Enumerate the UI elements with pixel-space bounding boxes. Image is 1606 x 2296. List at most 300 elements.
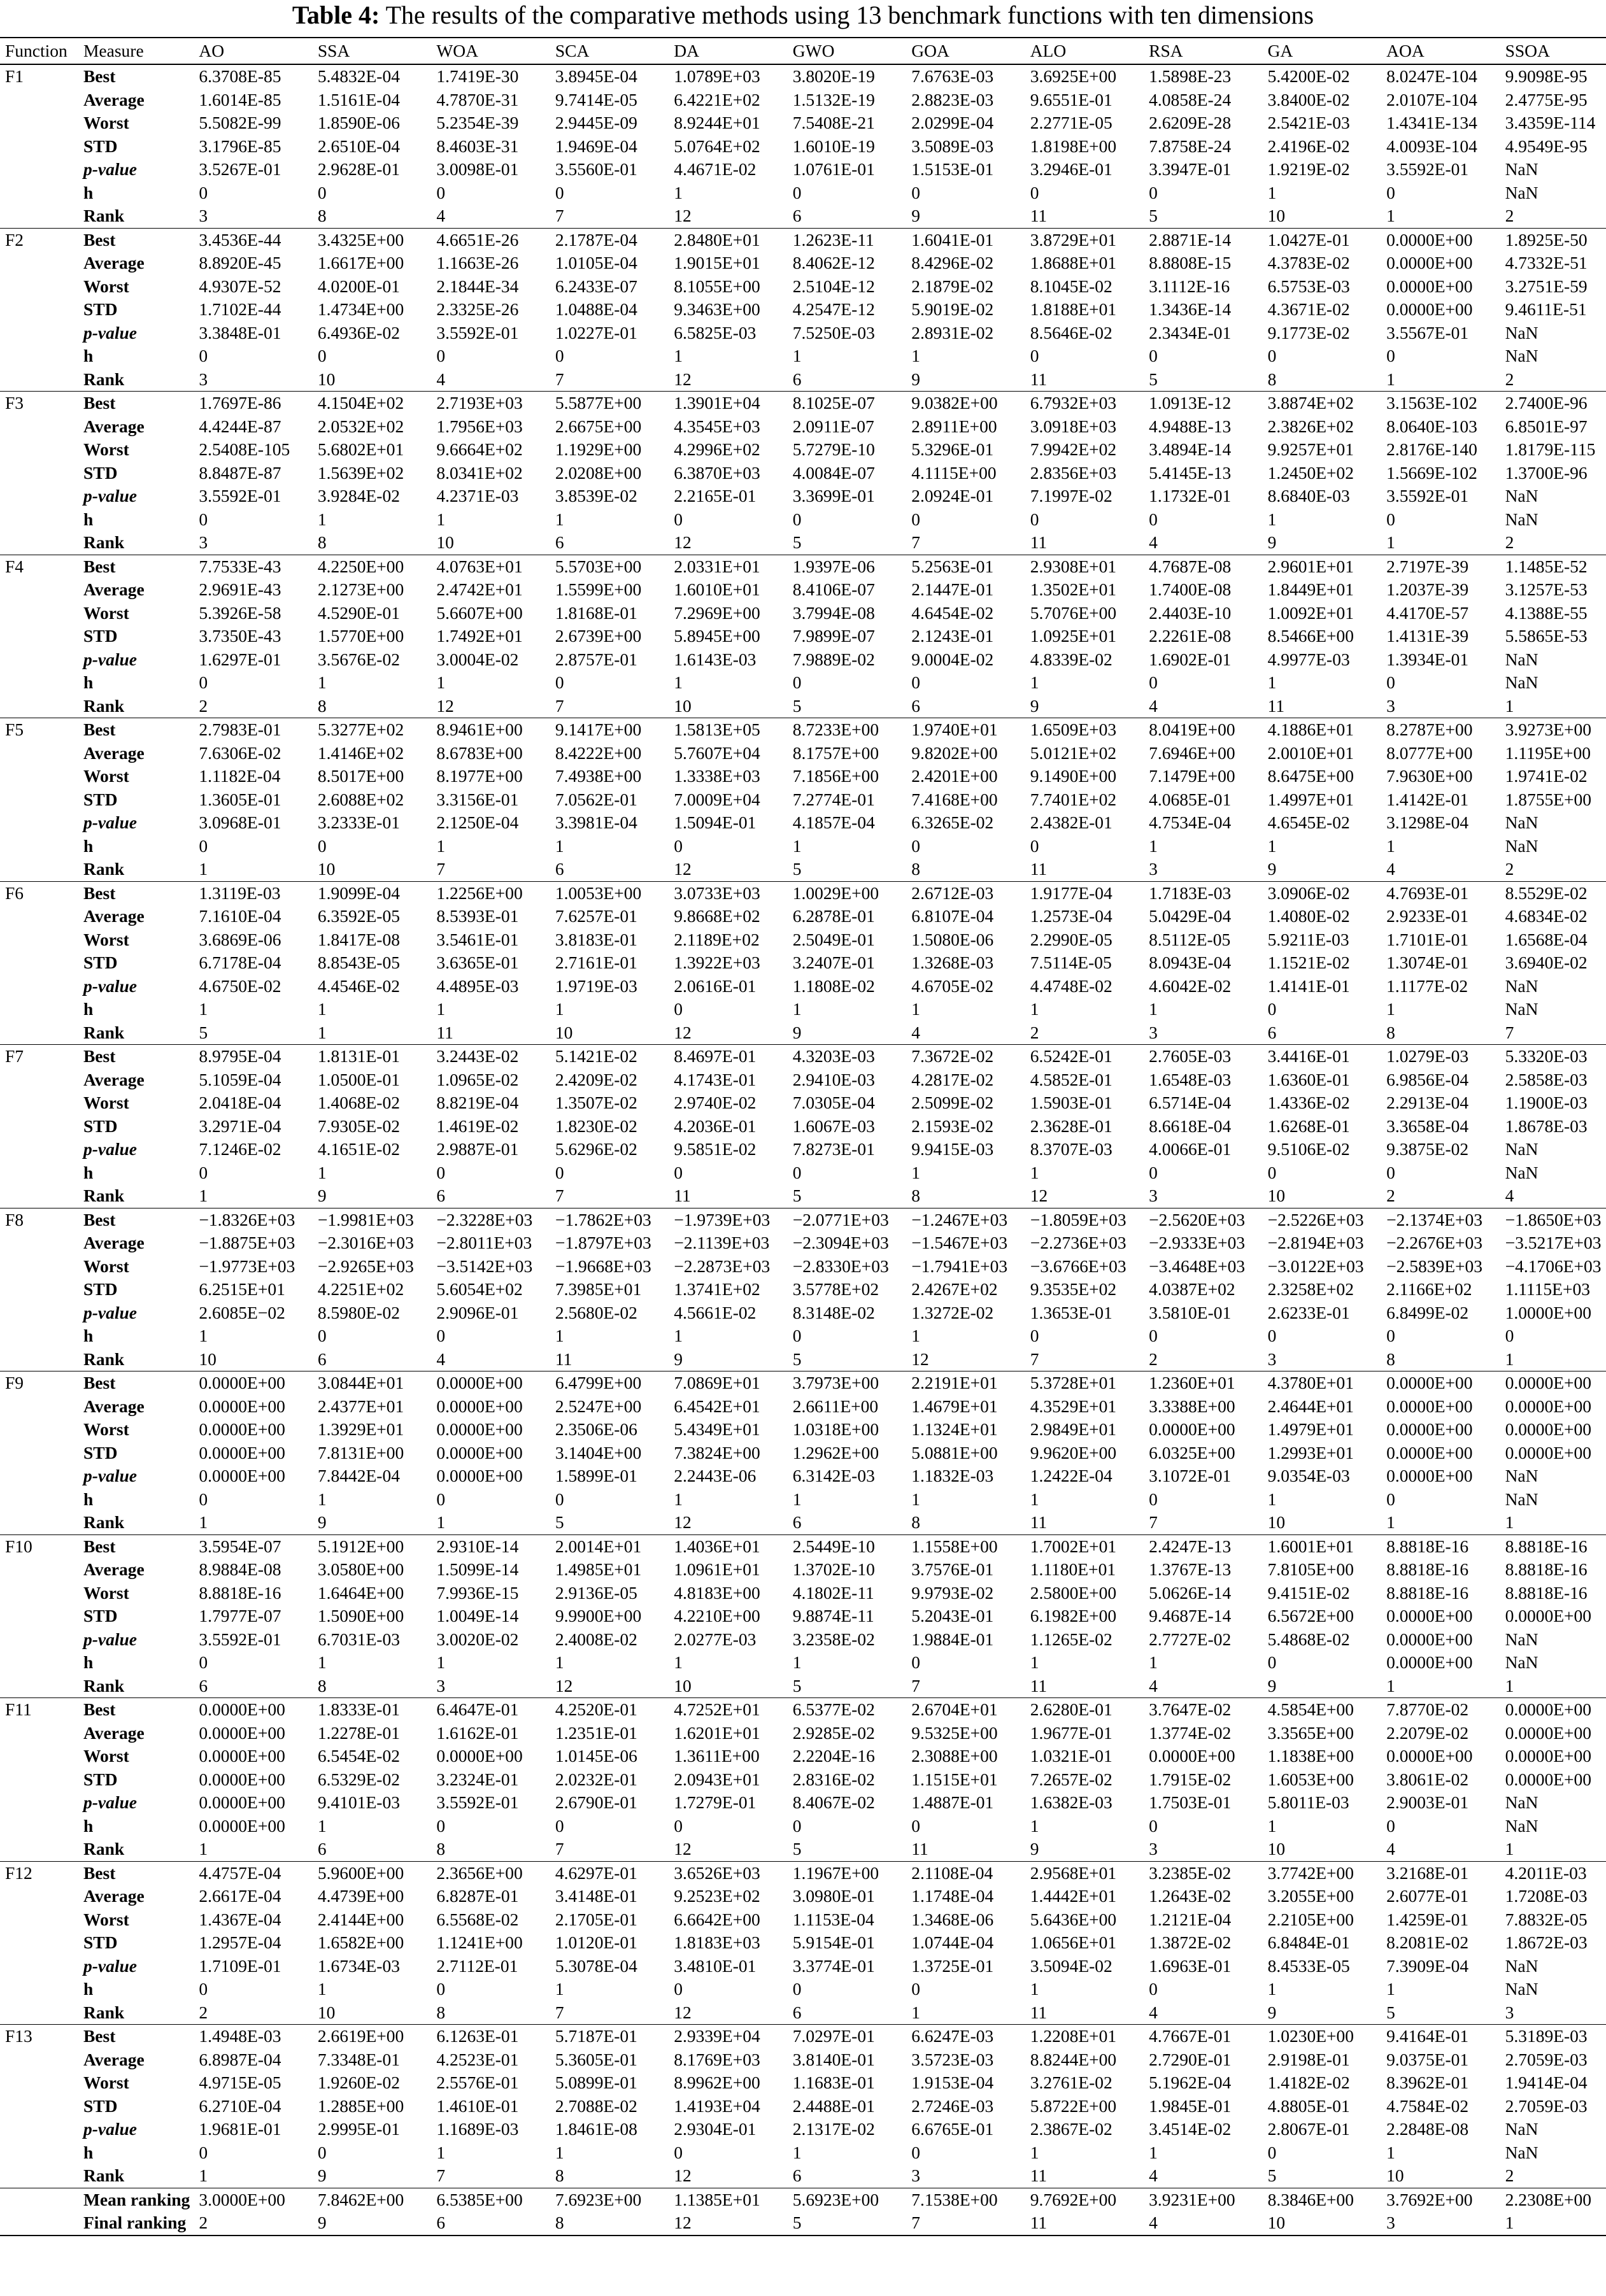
value-cell: 1.3119E-03: [199, 882, 281, 903]
value-cell: 3.2971E-04: [199, 1116, 281, 1136]
value-cell: 7.1997E-02: [1030, 486, 1112, 506]
value-cell: 1: [317, 1489, 327, 1509]
measure-cell: Best: [83, 1536, 116, 1556]
value-cell: 8: [1386, 1022, 1395, 1042]
summary-label: Final ranking: [83, 2213, 187, 2233]
value-cell: 2.5049E-01: [792, 929, 875, 949]
function-cell: [0, 275, 78, 299]
value-cell: 3.8539E-02: [555, 486, 637, 506]
measure-cell: h: [83, 1652, 94, 1673]
value-cell: 3: [436, 1675, 446, 1696]
value-cell: NaN: [1505, 999, 1538, 1019]
value-cell: 5.3926E-58: [199, 602, 281, 623]
value-cell: 3.0000E+00: [199, 2189, 285, 2209]
value-cell: −1.2467E+03: [911, 1209, 1008, 1229]
value-cell: 2.9410E-03: [792, 1069, 875, 1089]
value-cell: 1.8179E-115: [1505, 439, 1596, 460]
table-row: [0, 1955, 1606, 1978]
value-cell: 10: [674, 695, 692, 716]
function-cell: [0, 298, 78, 322]
value-cell: 1.0427E-01: [1267, 229, 1350, 250]
value-cell: 8.4062E-12: [792, 253, 875, 273]
value-cell: 5: [792, 532, 802, 553]
value-cell: 2.9445E-09: [555, 113, 637, 133]
value-cell: 1: [1267, 672, 1277, 693]
value-cell: 8: [436, 2002, 446, 2022]
value-cell: 1: [1267, 1489, 1277, 1509]
value-cell: 9.9793E-02: [911, 1582, 994, 1603]
value-cell: 4.9307E-52: [199, 276, 281, 296]
measure-cell: Rank: [83, 695, 125, 716]
value-cell: 1.9469E-04: [555, 136, 637, 156]
value-cell: 0: [317, 2142, 327, 2162]
value-cell: 1: [199, 1839, 208, 1859]
results-table: [0, 37, 1606, 2236]
value-cell: 7.1610E-04: [199, 906, 281, 926]
value-cell: 0: [436, 182, 446, 202]
value-cell: 4.4671E-02: [674, 159, 757, 180]
value-cell: 6.4542E+01: [674, 1396, 760, 1416]
table-row: [0, 905, 1606, 928]
function-cell: [0, 1021, 78, 1045]
function-cell: [0, 2001, 78, 2025]
value-cell: 1.5898E-23: [1149, 66, 1232, 87]
value-cell: 0.0000E+00: [1386, 276, 1473, 296]
value-cell: 8: [555, 2213, 564, 2233]
value-cell: 5.8945E+00: [674, 626, 760, 646]
function-cell: [0, 1768, 78, 1792]
value-cell: 2.9887E-01: [436, 1139, 519, 1159]
value-cell: 0.0000E+00: [199, 1466, 285, 1486]
value-cell: 1.5090E+00: [317, 1606, 404, 1626]
value-cell: 1: [1267, 835, 1277, 856]
value-cell: 1: [199, 1326, 208, 1346]
value-cell: 4.5290E-01: [317, 602, 400, 623]
value-cell: 0: [1386, 1162, 1395, 1182]
value-cell: 2.1705E-01: [555, 1909, 637, 1929]
measure-cell: STD: [83, 626, 118, 646]
value-cell: 1.1485E-52: [1505, 556, 1588, 576]
value-cell: 5.7279E-10: [792, 439, 875, 460]
value-cell: 4: [436, 1349, 446, 1369]
table-row: [0, 1722, 1606, 1745]
measure-cell: Average: [83, 1233, 145, 1253]
value-cell: 8.5466E+00: [1267, 626, 1354, 646]
value-cell: 1.3741E+02: [674, 1279, 760, 1300]
measure-cell: Best: [83, 393, 116, 413]
value-cell: 1: [317, 1979, 327, 1999]
value-cell: 2.0010E+01: [1267, 742, 1354, 763]
value-cell: 5.0881E+00: [911, 1442, 998, 1463]
value-cell: 1.0145E-06: [555, 1746, 637, 1766]
value-cell: 0: [436, 1489, 446, 1509]
value-cell: 0: [674, 2142, 683, 2162]
value-cell: 5.2043E-01: [911, 1606, 994, 1626]
value-cell: 4.4739E+00: [317, 1886, 404, 1906]
value-cell: 0.0000E+00: [436, 1442, 523, 1463]
value-cell: 5.6802E+01: [317, 439, 404, 460]
value-cell: 1: [317, 672, 327, 693]
measure-cell: Average: [83, 1886, 145, 1906]
value-cell: 8.0247E-104: [1386, 66, 1477, 87]
value-cell: 8.3148E-02: [792, 1302, 875, 1322]
value-cell: 0: [792, 1979, 802, 1999]
measure-cell: h: [83, 1489, 94, 1509]
value-cell: 4.3671E-02: [1267, 299, 1350, 320]
table-row: [0, 1068, 1606, 1092]
table-row: [0, 1442, 1606, 1465]
value-cell: 2.1189E+02: [674, 929, 760, 949]
function-cell: [0, 181, 78, 205]
value-cell: 1.0053E+00: [555, 882, 642, 903]
value-cell: 1: [1386, 835, 1395, 856]
value-cell: 4.3780E+01: [1267, 1373, 1354, 1393]
value-cell: 1.3338E+03: [674, 766, 760, 786]
value-cell: 1.8183E+03: [674, 1932, 760, 1953]
value-cell: 0.0000E+00: [1386, 1466, 1473, 1486]
value-cell: −2.2873E+03: [674, 1256, 771, 1276]
value-cell: 1.6010E-19: [792, 136, 875, 156]
value-cell: 3.7350E-43: [199, 626, 281, 646]
value-cell: 4.9549E-95: [1505, 136, 1588, 156]
value-cell: 0: [199, 672, 208, 693]
function-cell: [0, 1745, 78, 1768]
value-cell: 12: [674, 1022, 692, 1042]
value-cell: 1.1180E+01: [1030, 1559, 1116, 1580]
function-cell: [0, 835, 78, 858]
value-cell: 1.7956E+03: [436, 416, 523, 436]
value-cell: 1.4734E+00: [317, 299, 404, 320]
value-cell: 2.4377E+01: [317, 1396, 404, 1416]
value-cell: 2: [1505, 2165, 1514, 2186]
value-cell: 3.4810E-01: [674, 1955, 757, 1976]
value-cell: 5: [1149, 369, 1158, 389]
value-cell: 3.5592E-01: [199, 1629, 281, 1649]
value-cell: 1.0913E-12: [1149, 393, 1232, 413]
value-cell: 4: [1149, 1675, 1158, 1696]
value-cell: 2.6085E−02: [199, 1302, 285, 1322]
value-cell: 0: [1030, 182, 1039, 202]
column-header-aoa: AOA: [1386, 41, 1425, 60]
value-cell: 5.3078E-04: [555, 1955, 637, 1976]
value-cell: 2.4144E+00: [317, 1909, 404, 1929]
value-cell: NaN: [1505, 159, 1538, 180]
value-cell: 10: [1267, 1839, 1286, 1859]
value-cell: 3.5592E-01: [436, 322, 519, 343]
value-cell: 2: [1030, 1022, 1039, 1042]
value-cell: 0: [317, 182, 327, 202]
value-cell: 1.2993E+01: [1267, 1442, 1354, 1463]
value-cell: 1.2957E-04: [199, 1932, 281, 1953]
value-cell: 3: [199, 532, 208, 553]
value-cell: 4.5661E-02: [674, 1302, 757, 1322]
value-cell: 3.5567E-01: [1386, 322, 1469, 343]
value-cell: 1.1195E+00: [1505, 742, 1591, 763]
value-cell: −2.2736E+03: [1030, 1233, 1126, 1253]
value-cell: 2.4403E-10: [1149, 602, 1232, 623]
value-cell: 1.4948E-03: [199, 2026, 281, 2046]
value-cell: 1.3653E-01: [1030, 1302, 1112, 1322]
measure-cell: Worst: [83, 929, 129, 949]
value-cell: 5.0626E-14: [1149, 1582, 1232, 1603]
value-cell: 8.1055E+00: [674, 276, 760, 296]
table-row: [0, 695, 1606, 718]
value-cell: 5.7076E+00: [1030, 602, 1117, 623]
value-cell: 12: [555, 1675, 573, 1696]
measure-cell: h: [83, 509, 94, 529]
value-cell: NaN: [1505, 1652, 1538, 1673]
value-cell: 3.1563E-102: [1386, 393, 1477, 413]
value-cell: 9.5106E-02: [1267, 1139, 1350, 1159]
value-cell: NaN: [1505, 1162, 1538, 1182]
value-cell: 1.1324E+01: [911, 1419, 998, 1440]
value-cell: 1.4036E+01: [674, 1536, 760, 1556]
value-cell: 1: [1267, 1979, 1277, 1999]
value-cell: 0.0000E+00: [1386, 1629, 1473, 1649]
table-row: [0, 1651, 1606, 1675]
value-cell: 6.5714E-04: [1149, 1093, 1232, 1113]
value-cell: 5.6436E+00: [1030, 1909, 1117, 1929]
value-cell: 8.1045E-02: [1030, 276, 1112, 296]
value-cell: 7: [1149, 1512, 1158, 1533]
value-cell: 0: [436, 346, 446, 366]
value-cell: 0: [1149, 1815, 1158, 1836]
measure-cell: Worst: [83, 602, 129, 623]
value-cell: 0: [1267, 1326, 1277, 1346]
table-row: [0, 1628, 1606, 1652]
value-cell: 1.6963E-01: [1149, 1955, 1232, 1976]
function-cell: [0, 1931, 78, 1955]
value-cell: 1.1385E+01: [674, 2189, 760, 2209]
value-cell: 2.3506E-06: [555, 1419, 637, 1440]
value-cell: 2.9198E-01: [1267, 2049, 1350, 2069]
value-cell: 6.5377E-02: [792, 1699, 875, 1720]
value-cell: −3.4648E+03: [1149, 1256, 1246, 1276]
value-cell: 1.9219E-02: [1267, 159, 1350, 180]
value-cell: 7.0297E-01: [792, 2026, 875, 2046]
value-cell: 1.6382E-03: [1030, 1792, 1112, 1813]
value-cell: 2.1787E-04: [555, 229, 637, 250]
table-row: [0, 811, 1606, 835]
caption-text: The results of the comparative methods using 13 benchmark functions with ten dimensions: [385, 1, 1314, 29]
value-cell: 2.2105E+00: [1267, 1909, 1354, 1929]
value-cell: 7: [555, 1839, 564, 1859]
value-cell: −1.7862E+03: [555, 1209, 651, 1229]
value-cell: 1: [555, 1652, 564, 1673]
value-cell: 1.7109E-01: [199, 1955, 281, 1976]
function-cell: [0, 1628, 78, 1652]
value-cell: 0: [911, 835, 920, 856]
measure-cell: Best: [83, 1046, 116, 1067]
measure-cell: Worst: [83, 276, 129, 296]
summary-label: Mean ranking: [83, 2189, 190, 2209]
function-cell: [0, 578, 78, 602]
value-cell: 6.0325E+00: [1149, 1442, 1235, 1463]
value-cell: 4.0387E+02: [1149, 1279, 1235, 1300]
value-cell: 1.2623E-11: [792, 229, 874, 250]
value-cell: 8.5529E-02: [1505, 882, 1588, 903]
value-cell: −2.8011E+03: [436, 1233, 532, 1253]
value-cell: 1.7697E-86: [199, 393, 281, 413]
value-cell: 1.1832E-03: [911, 1466, 994, 1486]
value-cell: 5: [792, 1349, 802, 1369]
value-cell: 1.6464E+00: [317, 1582, 404, 1603]
value-cell: NaN: [1505, 486, 1538, 506]
value-cell: 7.9305E-02: [317, 1116, 400, 1136]
value-cell: 7: [911, 2213, 920, 2233]
value-cell: 0: [199, 1489, 208, 1509]
value-cell: 5.8722E+00: [1030, 2095, 1117, 2116]
value-cell: 8: [911, 859, 920, 879]
table-row: [0, 438, 1606, 462]
value-cell: −2.5620E+03: [1149, 1209, 1246, 1229]
value-cell: 2.1317E-02: [792, 2119, 875, 2139]
value-cell: 7.1246E-02: [199, 1139, 281, 1159]
value-cell: 2.0924E-01: [911, 486, 994, 506]
measure-cell: Rank: [83, 2002, 125, 2022]
value-cell: 8.8818E-16: [1505, 1582, 1588, 1603]
measure-cell: Best: [83, 1699, 116, 1720]
value-cell: 9.8874E-11: [792, 1606, 874, 1626]
value-cell: 8.8808E-15: [1149, 253, 1232, 273]
value-cell: 6.5753E-03: [1267, 276, 1350, 296]
measure-cell: Rank: [83, 369, 125, 389]
value-cell: −2.9333E+03: [1149, 1233, 1246, 1253]
value-cell: 9.0354E-03: [1267, 1466, 1350, 1486]
value-cell: 10: [436, 532, 454, 553]
value-cell: 8.5980E-02: [317, 1302, 400, 1322]
table-row: [0, 602, 1606, 625]
value-cell: 9: [317, 1186, 327, 1206]
value-cell: 2.9285E-02: [792, 1722, 875, 1743]
value-cell: 0: [911, 182, 920, 202]
value-cell: NaN: [1505, 346, 1538, 366]
table-row: [0, 578, 1606, 602]
value-cell: 2.9601E+01: [1267, 556, 1354, 576]
value-cell: 8.9461E+00: [436, 719, 523, 740]
value-cell: 4.5854E+00: [1267, 1699, 1354, 1720]
value-cell: 4.2210E+00: [674, 1606, 760, 1626]
value-cell: 11: [1030, 1675, 1048, 1696]
table-row: [0, 742, 1606, 765]
value-cell: 8.6618E-04: [1149, 1116, 1232, 1136]
value-cell: −1.8797E+03: [555, 1233, 651, 1253]
value-cell: 0: [199, 346, 208, 366]
table-row: [0, 2001, 1606, 2025]
measure-cell: Worst: [83, 1909, 129, 1929]
value-cell: 1.0227E-01: [555, 322, 637, 343]
value-cell: 4.0763E+01: [436, 556, 523, 576]
value-cell: 0.0000E+00: [436, 1396, 523, 1416]
value-cell: 6.8499E-02: [1386, 1302, 1469, 1322]
function-cell: F4: [5, 556, 24, 576]
value-cell: 3.6869E-06: [199, 929, 281, 949]
value-cell: 8.9244E+01: [674, 113, 760, 133]
value-cell: 6.4799E+00: [555, 1373, 642, 1393]
value-cell: 1: [1386, 1675, 1395, 1696]
value-cell: 1: [1030, 1162, 1039, 1182]
value-cell: 2.1243E-01: [911, 626, 994, 646]
value-cell: 7.8758E-24: [1149, 136, 1232, 156]
value-cell: 1.3702E-10: [792, 1559, 875, 1580]
value-cell: 4.7693E-01: [1386, 882, 1469, 903]
table-row: [0, 1091, 1606, 1115]
value-cell: 2.8871E-14: [1149, 229, 1232, 250]
value-cell: 1: [1030, 999, 1039, 1019]
value-cell: 2.0943E+01: [674, 1769, 760, 1789]
value-cell: 2.4382E-01: [1030, 812, 1112, 833]
value-cell: 0: [674, 1815, 683, 1836]
value-cell: 1.4341E-134: [1386, 113, 1477, 133]
value-cell: 4.3783E-02: [1267, 253, 1350, 273]
value-cell: 4.4546E-02: [317, 975, 400, 996]
value-cell: 0: [199, 182, 208, 202]
value-cell: 6: [792, 206, 802, 226]
value-cell: 0: [199, 1162, 208, 1182]
value-cell: 4.1651E-02: [317, 1139, 400, 1159]
value-cell: 1: [911, 2002, 920, 2022]
value-cell: 3.5592E-01: [1386, 159, 1469, 180]
value-cell: 1.0925E+01: [1030, 626, 1117, 646]
value-cell: 5: [1149, 206, 1158, 226]
value-cell: 8.4106E-07: [792, 579, 875, 600]
value-cell: 1.5080E-06: [911, 929, 994, 949]
value-cell: 2.8067E-01: [1267, 2119, 1350, 2139]
value-cell: 11: [1030, 532, 1048, 553]
value-cell: 4: [1149, 2213, 1158, 2233]
value-cell: 5.3728E+01: [1030, 1373, 1117, 1393]
measure-cell: Best: [83, 229, 116, 250]
table-row: [0, 1534, 1606, 1558]
function-cell: [0, 368, 78, 392]
value-cell: 0.0000E+00: [1386, 1746, 1473, 1766]
table-row: [0, 415, 1606, 439]
value-cell: 1.3774E-02: [1149, 1722, 1232, 1743]
value-cell: 4.2011E-03: [1505, 1862, 1587, 1883]
value-cell: 2.2191E+01: [911, 1373, 998, 1393]
value-cell: −1.8326E+03: [199, 1209, 295, 1229]
value-cell: 7.9936E-15: [436, 1582, 519, 1603]
value-cell: 1.5669E-102: [1386, 462, 1477, 483]
function-cell: [0, 135, 78, 159]
value-cell: 1.5099E-14: [436, 1559, 519, 1580]
value-cell: 8: [911, 1186, 920, 1206]
value-cell: 1.0656E+01: [1030, 1932, 1117, 1953]
value-cell: 2.1250E-04: [436, 812, 519, 833]
function-cell: [0, 1184, 78, 1208]
value-cell: 5.2563E-01: [911, 556, 994, 576]
measure-cell: Best: [83, 2026, 116, 2046]
value-cell: 1.1748E-04: [911, 1886, 994, 1906]
value-cell: 2.1447E-01: [911, 579, 994, 600]
value-cell: 0: [792, 1326, 802, 1346]
value-cell: 4.2371E-03: [436, 486, 519, 506]
value-cell: 9.5325E+00: [911, 1722, 998, 1743]
value-cell: 2.9003E-01: [1386, 1792, 1469, 1813]
value-cell: 1.4442E+01: [1030, 1886, 1117, 1906]
function-cell: [0, 438, 78, 462]
value-cell: 3.5267E-01: [199, 159, 281, 180]
value-cell: 1.0488E-04: [555, 299, 637, 320]
value-cell: 1.7977E-07: [199, 1606, 281, 1626]
function-cell: [0, 252, 78, 275]
value-cell: 0.0000E+00: [1386, 1652, 1473, 1673]
value-cell: 3: [199, 369, 208, 389]
value-cell: 7.3672E-02: [911, 1046, 994, 1067]
value-cell: 0: [555, 1489, 564, 1509]
function-cell: F12: [5, 1862, 32, 1883]
value-cell: 5: [555, 1512, 564, 1533]
